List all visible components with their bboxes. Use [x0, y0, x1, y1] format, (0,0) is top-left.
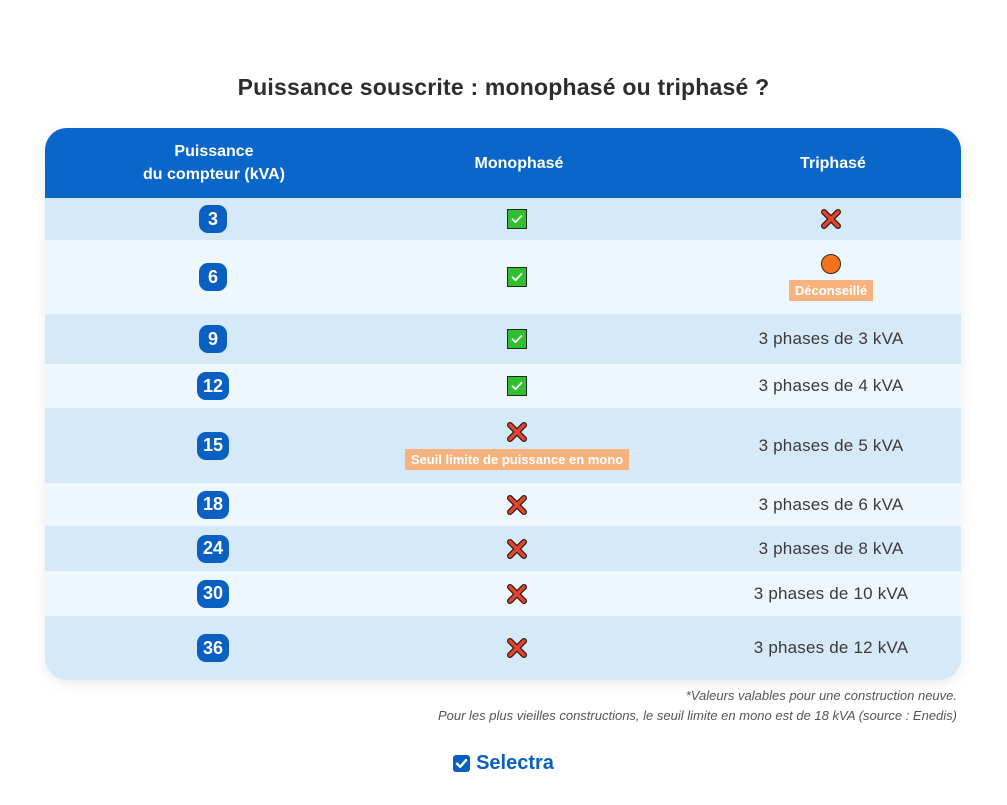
- kva-badge: 9: [199, 325, 227, 353]
- brand-logo: [0, 752, 1007, 775]
- phase-text: 3 phases de 6 kVA: [758, 494, 904, 514]
- kva-badge: 6: [199, 263, 227, 291]
- triphase-cell: [681, 240, 961, 314]
- triphase-cell: [681, 616, 961, 680]
- check-logo-icon: [453, 755, 470, 772]
- kva-badge: 36: [197, 634, 229, 662]
- monophase-cell: [417, 198, 617, 240]
- check-icon: [507, 209, 527, 229]
- triphase-cell: [681, 571, 961, 616]
- triphase-cell: [681, 314, 961, 364]
- table-row: [45, 198, 961, 240]
- warning-tag: Déconseillé: [789, 280, 873, 301]
- kva-badge: 3: [199, 205, 227, 233]
- kva-badge: 12: [197, 372, 229, 400]
- table-row: [45, 314, 961, 364]
- triphase-cell: [681, 483, 961, 526]
- monophase-cell: [417, 526, 617, 571]
- power-cell: [163, 198, 263, 240]
- triphase-cell: [681, 526, 961, 571]
- monophase-cell: [417, 240, 617, 314]
- triphase-cell: [681, 198, 961, 240]
- header-power: Puissance du compteur (kVA): [143, 143, 285, 183]
- table-header: [45, 128, 961, 198]
- cross-icon: [506, 421, 528, 443]
- phase-text: 3 phases de 8 kVA: [758, 538, 904, 558]
- table-row: [45, 364, 961, 408]
- check-icon: [507, 329, 527, 349]
- table-row: [45, 408, 961, 483]
- phase-text: 3 phases de 12 kVA: [753, 638, 909, 657]
- header-triphase: Triphasé: [800, 154, 866, 172]
- header-monophase: Monophasé: [474, 154, 564, 172]
- phase-text: 3 phases de 10 kVA: [753, 583, 909, 603]
- cross-icon: [506, 538, 528, 560]
- phase-text: 3 phases de 3 kVA: [758, 329, 904, 348]
- monophase-cell: [417, 314, 617, 364]
- footnote-2: Pour les plus vieilles constructions, le seuil limite en mono est de 18 kVA (source : Enedis): [437, 708, 957, 723]
- table-row: [45, 526, 961, 571]
- check-icon: [507, 267, 527, 287]
- table-row: [45, 240, 961, 314]
- monophase-cell: [417, 616, 617, 680]
- table-row: [45, 571, 961, 616]
- kva-badge: 18: [197, 491, 229, 519]
- check-icon: [507, 376, 527, 396]
- triphase-cell: [681, 408, 961, 483]
- cross-icon: [820, 208, 842, 230]
- comparison-table: [45, 128, 961, 680]
- power-cell: [163, 526, 263, 571]
- monophase-cell: [410, 408, 624, 483]
- power-cell: [163, 408, 263, 483]
- kva-badge: 15: [197, 432, 229, 460]
- table-row: [45, 616, 961, 680]
- brand-name: Selectra: [476, 752, 554, 774]
- triphase-cell: [681, 364, 961, 408]
- power-cell: [163, 571, 263, 616]
- table-row: [45, 483, 961, 526]
- power-cell: [163, 364, 263, 408]
- phase-text: 3 phases de 5 kVA: [758, 435, 904, 455]
- power-cell: [163, 240, 263, 314]
- power-cell: [163, 314, 263, 364]
- kva-badge: 30: [197, 580, 229, 608]
- cross-icon: [506, 637, 528, 659]
- kva-badge: 24: [197, 535, 229, 563]
- cross-icon: [506, 494, 528, 516]
- power-cell: [163, 616, 263, 680]
- monophase-cell: [417, 364, 617, 408]
- footnote-1: *Valeurs valables pour une construction neuve.: [685, 688, 957, 703]
- warning-tag: Seuil limite de puissance en mono: [405, 449, 629, 470]
- phase-text: 3 phases de 4 kVA: [758, 376, 904, 395]
- cross-icon: [506, 583, 528, 605]
- monophase-cell: [417, 571, 617, 616]
- page-title: Puissance souscrite : monophasé ou triphasé ?: [237, 74, 770, 100]
- monophase-cell: [417, 483, 617, 526]
- orange-circle-icon: [821, 254, 841, 274]
- power-cell: [163, 483, 263, 526]
